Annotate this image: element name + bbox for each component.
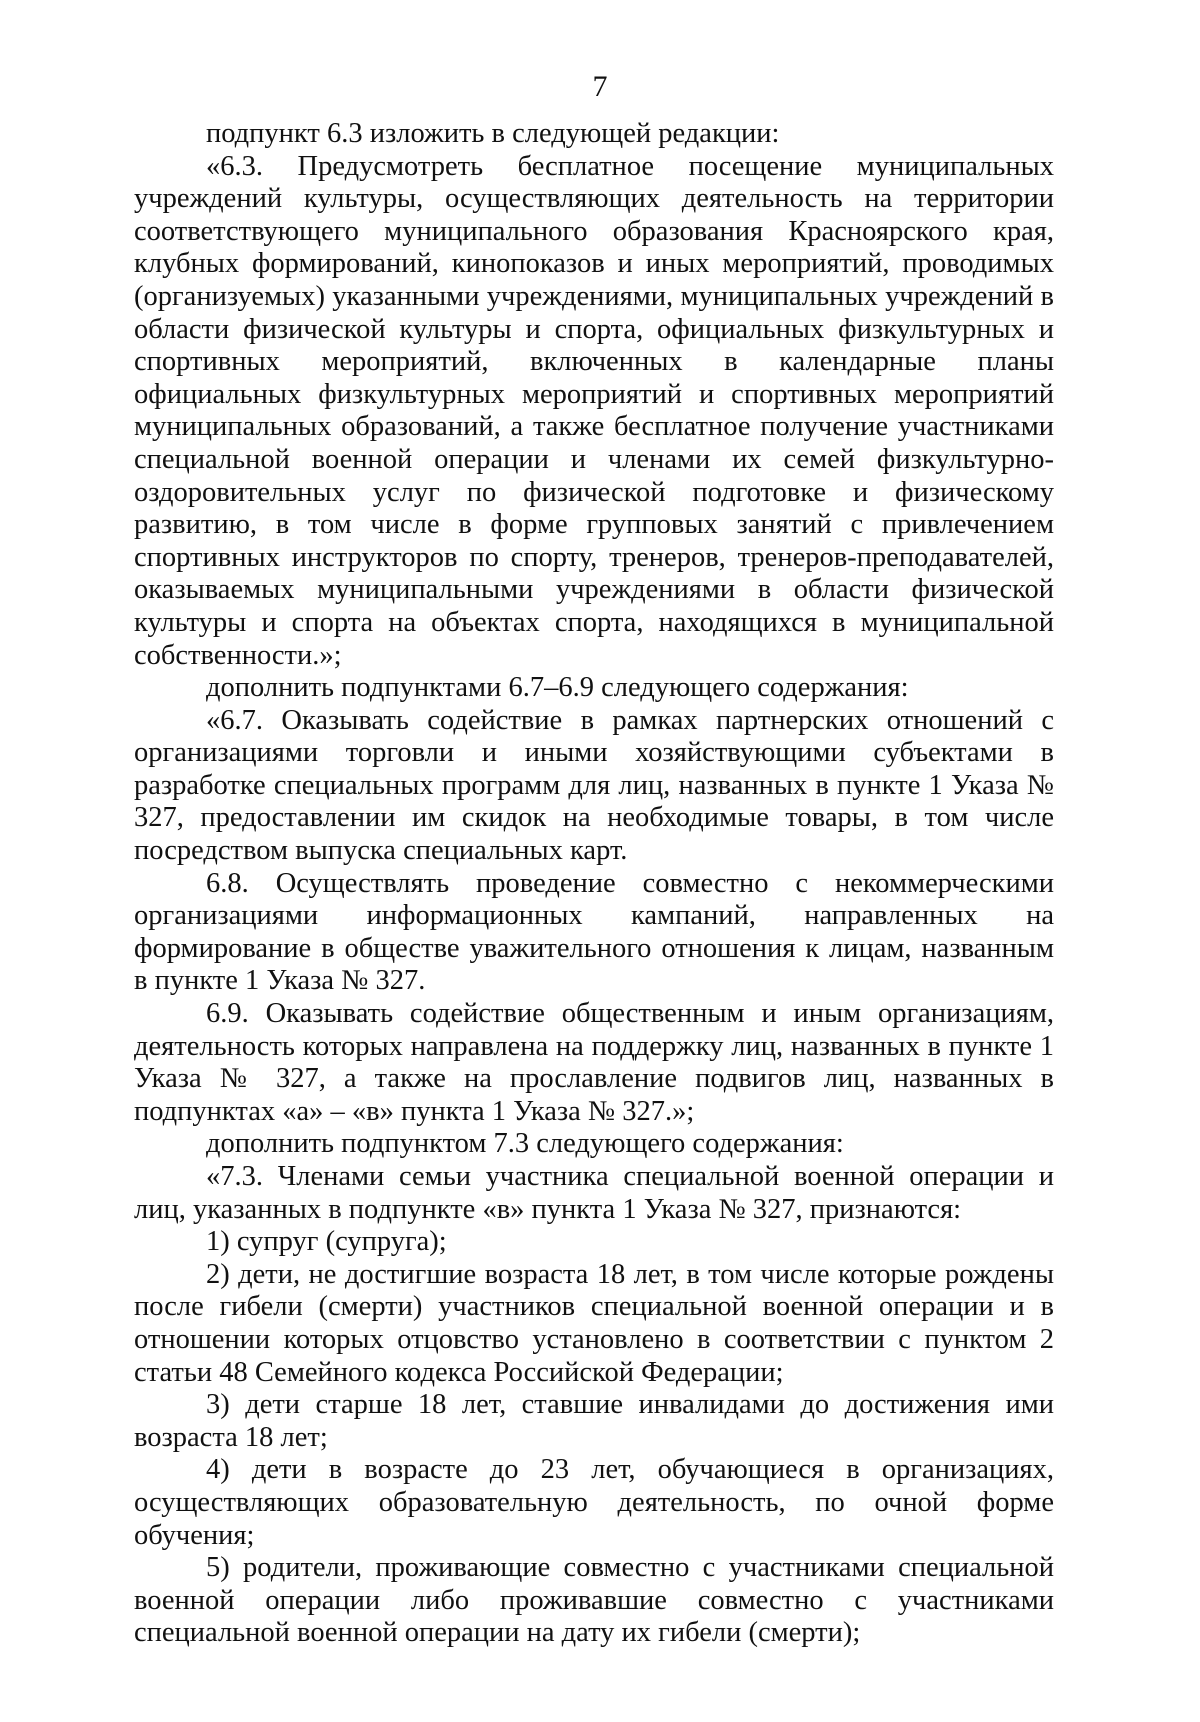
list-item-2: 2) дети, не достигшие возраста 18 лет, в том числе которые рождены после гибели (смерти) участников специальной военной операции и в отношении которых отцовство установлено в соответствии с пунктом 2 статьи 48 Семейного кодекса Российской Федерации; (134, 1258, 1054, 1388)
paragraph-item-6-9: 6.9. Оказывать содействие общественным и иным организациям, деятельность которых направлена на поддержку лиц, названных в пункте 1 Указа № 327, а также на прославление подвигов лиц, названных в подпунктах «а» – «в» пункта 1 Указа № 327.»; (134, 998, 1054, 1127)
paragraph-item-6-7: «6.7. Оказывать содействие в рамках партнерских отношений с организациями торговли и иными хозяйствующими субъектами в разработке специальных программ для лиц, названных в пункте 1 Указа № 327, предоставлении им скидок на необходимые товары, в том числе посредством выпуска специальных карт. (134, 704, 1054, 867)
paragraph-item-7-3: «7.3. Членами семьи участника специальной военной операции и лиц, указанных в подпункте «в» пункта 1 Указа № 327, признаются: (134, 1161, 1054, 1225)
paragraph-instruction-7-3: дополнить подпунктом 7.3 следующего содержания: (206, 1128, 844, 1160)
list-item-3: 3) дети старше 18 лет, ставшие инвалидами до достижения ими возраста 18 лет; (134, 1389, 1054, 1453)
paragraph-instruction-6-3: подпункт 6.3 изложить в следующей редакции: (206, 118, 780, 149)
paragraph-item-6-3: «6.3. Предусмотреть бесплатное посещение муниципальных учреждений культуры, осуществляющих деятельность на территории соответствующего муниципального образования Красноярского края, клубных формирований, кинопоказов и иных мероприятий, проводимых (организуемых) указанными учреждениями, муниципальных учреждений в области физической культуры и спорта, официальных физкультурных и спортивных мероприятий, включенных в календарные планы официальных физкультурных мероприятий и спортивных мероприятий муниципальных образований, а также бесплатное получение участниками специальной военной операции и членами их семей физкультурно-оздоровительных услуг по физической подготовке и физическому развитию, в том числе в форме групповых занятий с привлечением спортивных инструкторов по спорту, тренеров, тренеров-преподавателей, оказываемых муниципальными учреждениями в области физической культуры и спорта на объектах спорта, находящихся в муниципальной собственности.»; (134, 150, 1054, 671)
list-item-5: 5) родители, проживающие совместно с участниками специальной военной операции либо проживавшие совместно с участниками специальной военной операции на дату их гибели (смерти); (134, 1552, 1054, 1649)
document-body (134, 118, 1054, 1650)
paragraph-item-6-8: 6.8. Осуществлять проведение совместно с некоммерческими организациями информационных кампаний, направленных на формирование в обществе уважительного отношения к лицам, названным в пункте 1 Указа № 327. (134, 867, 1054, 997)
list-item-1: 1) супруг (супруга); (206, 1226, 447, 1258)
list-item-4: 4) дети в возрасте до 23 лет, обучающиеся в организациях, осуществляющих образовательную деятельность, по очной форме обучения; (134, 1454, 1054, 1551)
paragraph-instruction-6-7-6-9: дополнить подпунктами 6.7–6.9 следующего содержания: (206, 672, 909, 704)
page-number: 7 (592, 70, 608, 103)
